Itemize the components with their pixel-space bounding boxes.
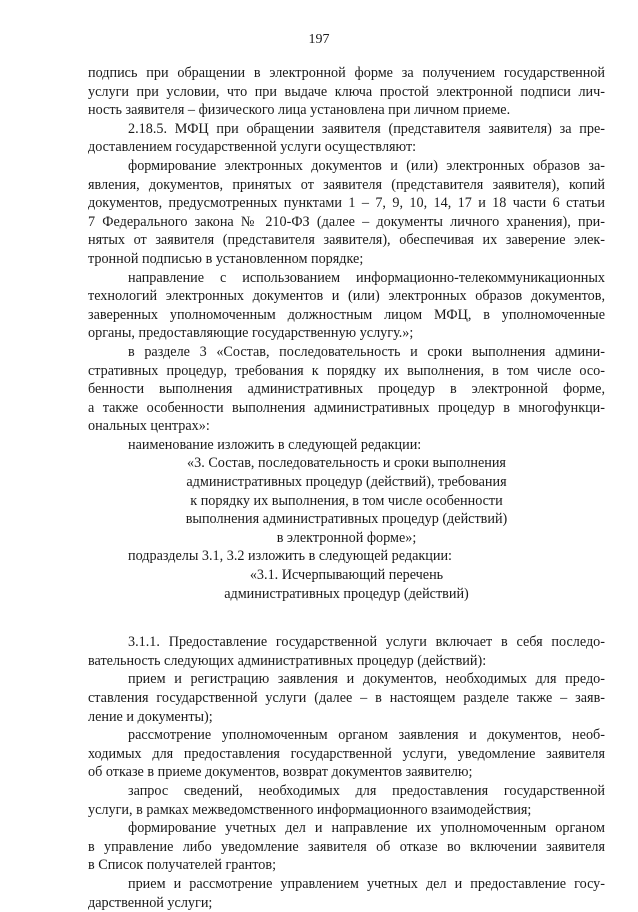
text-line: прием и рассмотрение управлением учетных дел и предоставление госу-	[128, 875, 605, 892]
text-line: 7 Федерального закона № 210-ФЗ (далее – документы личного хранения), при-	[88, 213, 605, 230]
text-line: «3.1. Исчерпывающий перечень	[249, 567, 444, 584]
text-line: бенности выполнения административных процедур в электронной форме,	[88, 381, 605, 398]
text-line: стративных процедур, требования к порядку их выполнения, в том числе осо-	[88, 362, 605, 379]
text-line: 3.1.1. Предоставление государственной услуги включает в себя последо-	[128, 634, 605, 651]
document-body	[88, 64, 605, 912]
text-line: заверенных уполномоченным должностным лицом МФЦ, в уполномоченные	[88, 306, 605, 323]
text-line: формирование учетных дел и направление их уполномоченным органом	[128, 820, 605, 837]
text-line: подразделы 3.1, 3.2 изложить в следующей редакции:	[128, 548, 452, 565]
text-line: формирование электронных документов и (или) электронных образов за-	[128, 157, 605, 174]
text-line: 2.18.5. МФЦ при обращении заявителя (представителя заявителя) за пре-	[128, 120, 605, 137]
text-line: к порядку их выполнения, в том числе особенности	[190, 492, 503, 509]
text-line: в электронной форме»;	[276, 529, 417, 546]
text-line: документов, предусмотренных пунктами 1 – 7, 9, 10, 14, 17 и 18 части 6 статьи	[88, 195, 605, 212]
text-line: об отказе в приеме документов, возврат документов заявителю;	[88, 764, 473, 781]
text-line: ональных центрах»:	[88, 418, 210, 435]
text-line: направление с использованием информационно-телекоммуникационных	[128, 269, 605, 286]
text-line: запрос сведений, необходимых для предоставления государственной	[128, 782, 605, 799]
text-line: услуги, в рамках межведомственного информационного взаимодействия;	[88, 801, 532, 818]
text-line: в Список получателей грантов;	[88, 857, 277, 874]
text-line: а также особенности выполнения административных процедур в многофункци-	[88, 399, 605, 416]
text-line: ность заявителя – физического лица установлена при личном приеме.	[88, 102, 511, 119]
text-line: подпись при обращении в электронной форме за получением государственной	[88, 65, 605, 81]
text-line: выполнения административных процедур (действий)	[185, 511, 508, 528]
text-line: административных процедур (действий)	[224, 585, 469, 602]
paragraph-gap	[88, 603, 605, 633]
text-line: технологий электронных документов и (или) электронных образов документов,	[88, 288, 605, 305]
text-line: доставлением государственной услуги осуществляют:	[88, 139, 417, 156]
text-line: ходимых для предоставления государственной услуги, уведомление заявителя	[88, 745, 605, 762]
text-line: наименование изложить в следующей редакции:	[128, 436, 422, 453]
text-line: тронной подписью в установленном порядке;	[88, 250, 364, 267]
text-line: дарственной услуги;	[88, 894, 213, 911]
text-line: «3. Состав, последовательность и сроки выполнения	[187, 455, 506, 472]
text-line: в разделе 3 «Состав, последовательность и сроки выполнения админи-	[128, 343, 605, 360]
text-line: рассмотрение уполномоченным органом заявления и документов, необ-	[128, 727, 605, 744]
text-line: ление и документы);	[88, 708, 213, 725]
page-number: 197	[308, 32, 330, 47]
text-line: прием и регистрацию заявления и документов, необходимых для предо-	[128, 671, 605, 688]
text-line: услуги при условии, что при выдаче ключа простой электронной подписи лич-	[88, 83, 605, 100]
text-line: нятых от заявителя (представителя заявителя), обеспечивая их заверение элек-	[88, 232, 605, 249]
text-line: явления, документов, принятых от заявителя (представителя заявителя), копий	[88, 176, 605, 193]
text-line: административных процедур (действий), требования	[186, 474, 507, 491]
text-line: органы, предоставляющие государственную услугу.»;	[88, 325, 414, 342]
text-line: ставления государственной услуги (далее – в настоящем разделе также – заяв-	[88, 690, 605, 706]
text-line: в управление либо уведомление заявителя об отказе во включении заявителя	[88, 838, 605, 855]
text-line: вательность следующих административных процедур (действий):	[88, 652, 487, 669]
